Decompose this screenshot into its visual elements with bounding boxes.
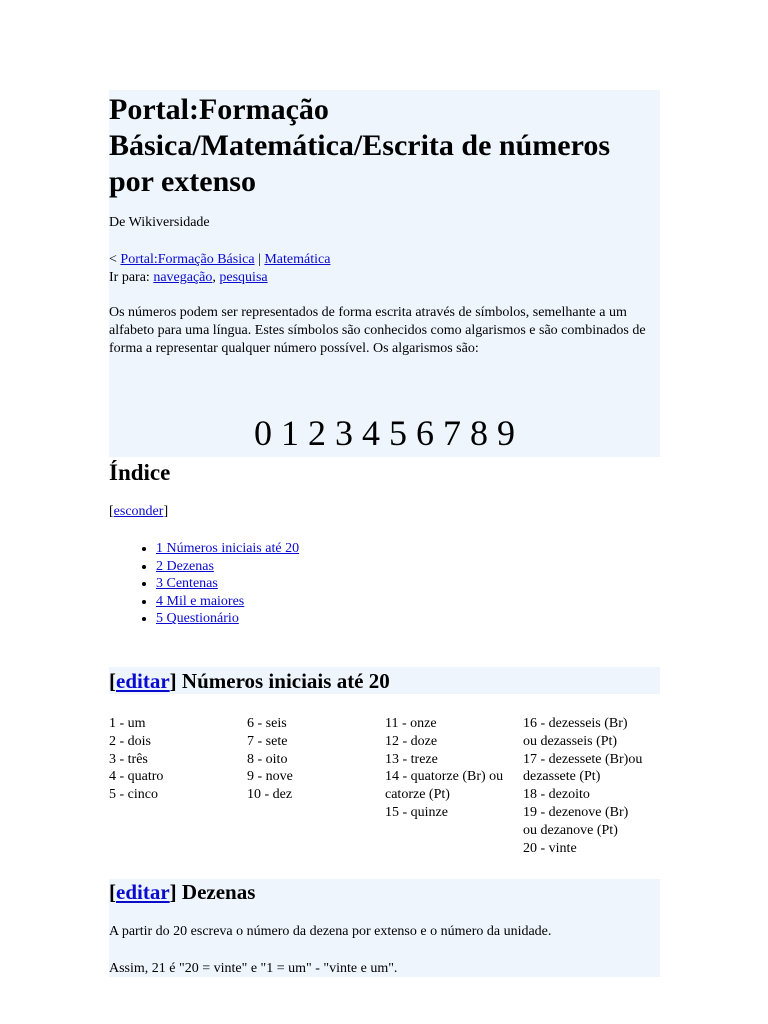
section2-title: Dezenas: [181, 880, 256, 904]
section2-edit-link[interactable]: editar: [116, 880, 170, 904]
numbers-column-3: [385, 715, 523, 822]
number-entry: 13 - treze: [385, 751, 438, 767]
number-entry: 6 - seis: [247, 716, 287, 731]
number-entry: 16 - dezesseis (Br): [523, 716, 628, 731]
number-entry: 4 - quatro: [109, 769, 164, 785]
toc-link-5[interactable]: 5 Questionário: [156, 611, 239, 627]
number-entry: dezassete (Pt): [523, 769, 601, 785]
number-entry: 8 - oito: [247, 751, 288, 767]
search-link[interactable]: pesquisa: [219, 270, 268, 285]
section1-edit-close: ]: [169, 669, 182, 693]
section2-paragraph-1: A partir do 20 escreva o número da dezena por extenso e o número da unidade.: [109, 924, 552, 939]
number-entry: 10 - dez: [247, 787, 293, 803]
toc-hide-link[interactable]: esconder: [113, 504, 164, 519]
section2-heading: [109, 877, 660, 907]
toc-link-4[interactable]: 4 Mil e maiores: [156, 593, 245, 609]
number-entry: 9 - nove: [247, 769, 293, 785]
toc-list: [133, 540, 299, 628]
number-entry: 1 - um: [109, 716, 146, 731]
jump-comma: ,: [212, 270, 220, 285]
number-entry: 18 - dezoito: [523, 787, 590, 803]
toc-item: [156, 593, 299, 611]
breadcrumb: [109, 251, 330, 269]
toc-title: Índice: [109, 460, 171, 485]
jump-prefix: Ir para:: [109, 270, 154, 285]
number-entry: 15 - quinze: [385, 804, 448, 820]
section1-heading: [109, 666, 660, 696]
breadcrumb-link-formacao-basica[interactable]: Portal:Formação Básica: [120, 252, 255, 267]
number-entry: 3 - três: [109, 751, 148, 767]
number-entry: 5 - cinco: [109, 787, 158, 803]
number-entry: ou dezanove (Pt): [523, 822, 618, 838]
toc-toggle-close: ]: [163, 504, 169, 519]
page-title: Portal:Formação Básica/Matemática/Escrita de números por extenso: [109, 93, 611, 198]
number-entry: 14 - quatorze (Br) ou: [385, 769, 504, 785]
number-entry: 20 - vinte: [523, 840, 577, 856]
toc-item: [156, 558, 299, 576]
number-entry: 17 - dezessete (Br)ou: [523, 751, 643, 767]
toc-item: [156, 575, 299, 593]
numbers-column-2: [247, 715, 385, 804]
jump-links: [109, 269, 268, 287]
toc-item: [156, 610, 299, 628]
toc-link-2[interactable]: 2 Dezenas: [156, 558, 214, 574]
section2-edit-close: ]: [169, 880, 182, 904]
toc-link-1[interactable]: 1 Números iniciais até 20: [156, 541, 300, 556]
breadcrumb-prefix: <: [109, 252, 121, 267]
toc-link-3[interactable]: 3 Centenas: [156, 576, 218, 592]
intro-paragraph: Os números podem ser representados de forma escrita através de símbolos, semelhante a um alfabeto para uma língua. Estes símbolos são conhecidos como algarismos e são combinados de forma a representar qualquer número possível. Os algarismos são:: [109, 305, 646, 356]
toc-toggle: [109, 503, 168, 521]
section1-edit-link[interactable]: editar: [116, 669, 170, 693]
number-entry: 7 - sete: [247, 733, 288, 749]
numbers-column-4: [523, 715, 661, 857]
numbers-column-1: [109, 715, 247, 804]
digits-display: 0 1 2 3 4 5 6 7 8 9: [254, 413, 515, 453]
section2-edit-open: [: [109, 880, 116, 904]
number-entry: catorze (Pt): [385, 787, 450, 803]
number-entry: 11 - onze: [385, 716, 437, 731]
toc-toggle-open: [: [109, 504, 114, 519]
number-entry: 19 - dezenove (Br): [523, 804, 629, 820]
section1-title: Números iniciais até 20: [181, 669, 390, 693]
site-subtitle: De Wikiversidade: [109, 215, 210, 230]
breadcrumb-separator: |: [254, 252, 265, 267]
navigation-link[interactable]: navegação: [153, 270, 213, 285]
section1-edit-open: [: [109, 669, 116, 693]
number-entry: ou dezasseis (Pt): [523, 733, 618, 749]
toc-item: [156, 540, 299, 558]
section2-paragraph-2: Assim, 21 é "20 = vinte" e "1 = um" - "vinte e um".: [109, 961, 398, 976]
number-entry: 2 - dois: [109, 733, 151, 749]
breadcrumb-link-matematica[interactable]: Matemática: [264, 252, 331, 267]
number-entry: 12 - doze: [385, 733, 438, 749]
